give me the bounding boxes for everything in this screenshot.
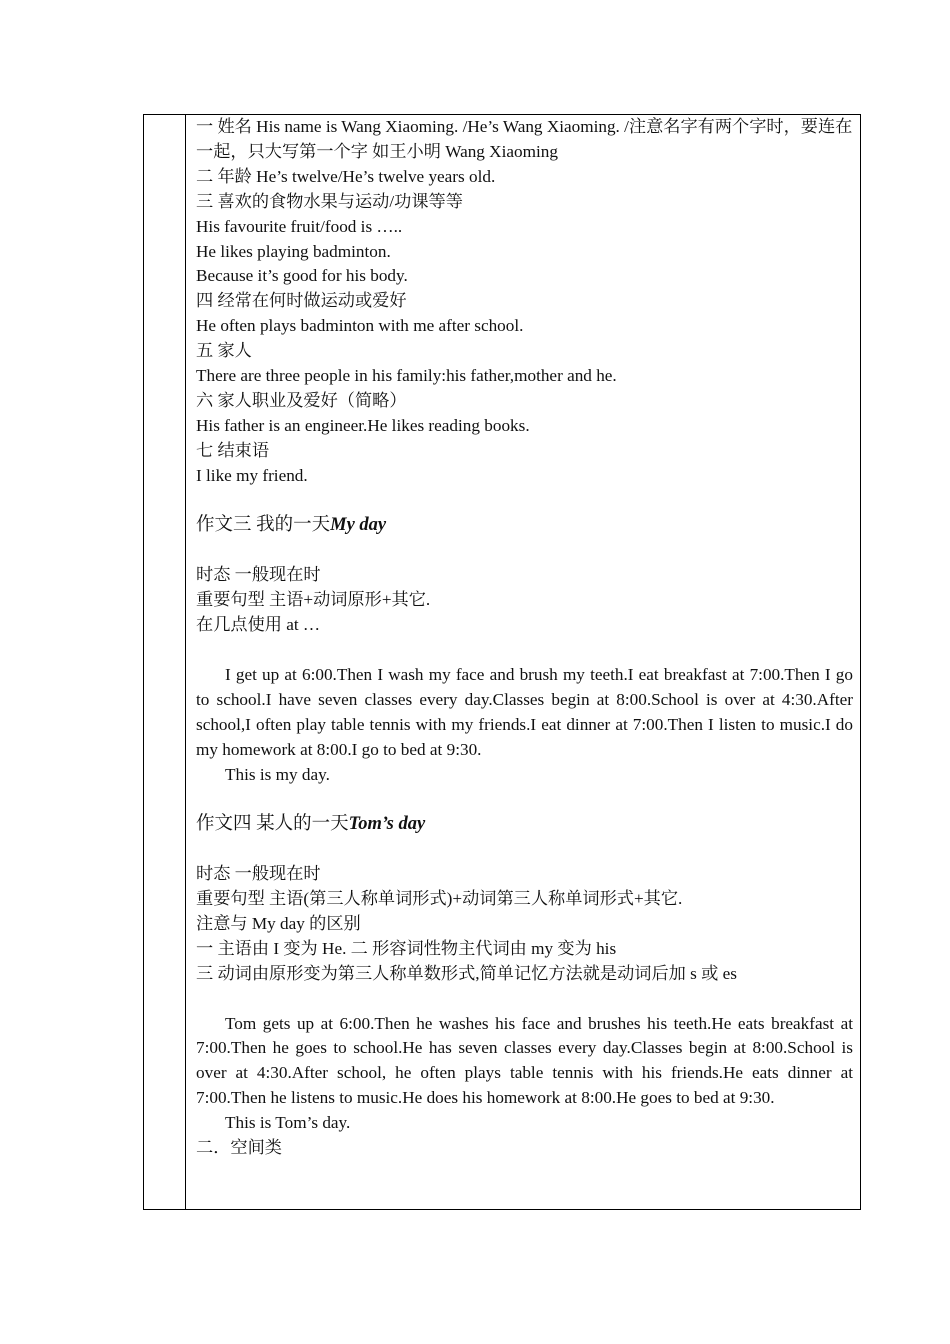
essay4-point1: 一 主语由 I 变为 He. 二 形容词性物主代词由 my 变为 his bbox=[196, 938, 617, 958]
essay3-title-cn: 作文三 我的一天 bbox=[196, 515, 331, 536]
essay4-paragraph: Tom gets up at 6:00.Then he washes his face and brushes his teeth.He eats breakfast at 7:00.Then he goes to school.He has seven classes every day.Classes begin at 8:00.School is over at 4:30.After school, he often plays table tennis with his friends.He eats dinner at 7:00.Then he listens to music.He does his homework at 8:00.He goes to bed at 9:30. bbox=[196, 1013, 853, 1108]
essay4-title-cn: 作文四 某人的一天 bbox=[196, 814, 349, 835]
essay3-closing: This is my day. bbox=[225, 764, 330, 784]
friend-family-line: There are three people in his family:his father,mother and he. bbox=[196, 366, 617, 386]
next-section-heading: 二．空间类 bbox=[196, 1138, 282, 1158]
essay4-tense: 时态 一般现在时 bbox=[196, 864, 321, 884]
friend-jobs-heading: 六 家人职业及爱好（简略） bbox=[196, 390, 407, 410]
essay3-pattern: 重要句型 主语+动词原形+其它. bbox=[196, 590, 431, 610]
friend-favourite-line: His favourite fruit/food is ….. bbox=[196, 216, 403, 236]
essay3-title bbox=[196, 513, 853, 538]
essay4-closing: This is Tom’s day. bbox=[225, 1113, 351, 1133]
friend-likes-heading: 三 喜欢的食物水果与运动/功课等等 bbox=[196, 191, 463, 211]
essay4-point2: 三 动词由原形变为第三人称单数形式,简单记忆方法就是动词后加 s 或 es bbox=[196, 963, 737, 983]
essay4-title-en: Tom’s day bbox=[348, 814, 426, 835]
essay3-title-en: My day bbox=[330, 515, 387, 536]
table-column-divider bbox=[185, 114, 186, 1210]
friend-when-line: He often plays badminton with me after school. bbox=[196, 316, 524, 336]
friend-family-heading: 五 家人 bbox=[196, 341, 252, 361]
friend-reason-line: Because it’s good for his body. bbox=[196, 266, 408, 286]
essay4-pattern: 重要句型 主语(第三人称单词形式)+动词第三人称单词形式+其它. bbox=[196, 889, 683, 909]
essay4-note: 注意与 My day 的区别 bbox=[196, 913, 361, 933]
table-content-cell bbox=[196, 115, 853, 1161]
friend-when-heading: 四 经常在何时做运动或爱好 bbox=[196, 291, 407, 311]
friend-jobs-line: His father is an engineer.He likes reading books. bbox=[196, 415, 530, 435]
friend-ending-heading: 七 结束语 bbox=[196, 440, 270, 460]
essay3-paragraph: I get up at 6:00.Then I wash my face and brush my teeth.I eat breakfast at 7:00.Then I go to school.I have seven classes every day.Classes begin at 8:00.School is over at 4:30.After school,I often play table tennis with my friends.I eat dinner at 7:00.Then I listen to music.I do my homework at 8:00.I go to bed at 9:30. bbox=[196, 664, 853, 759]
friend-name-line: 一 姓名 His name is Wang Xiaoming. /He’s Wang Xiaoming. /注意名字有两个字时，要连在一起，只大写第一个字 如王小明 Wang Xiaoming bbox=[196, 117, 853, 161]
friend-age-line: 二 年龄 He’s twelve/He’s twelve years old. bbox=[196, 166, 496, 186]
essay3-tense: 时态 一般现在时 bbox=[196, 565, 321, 585]
essay3-time-usage: 在几点使用 at … bbox=[196, 615, 321, 635]
friend-sport-line: He likes playing badminton. bbox=[196, 241, 391, 261]
friend-ending-line: I like my friend. bbox=[196, 465, 308, 485]
essay4-title bbox=[196, 812, 853, 837]
